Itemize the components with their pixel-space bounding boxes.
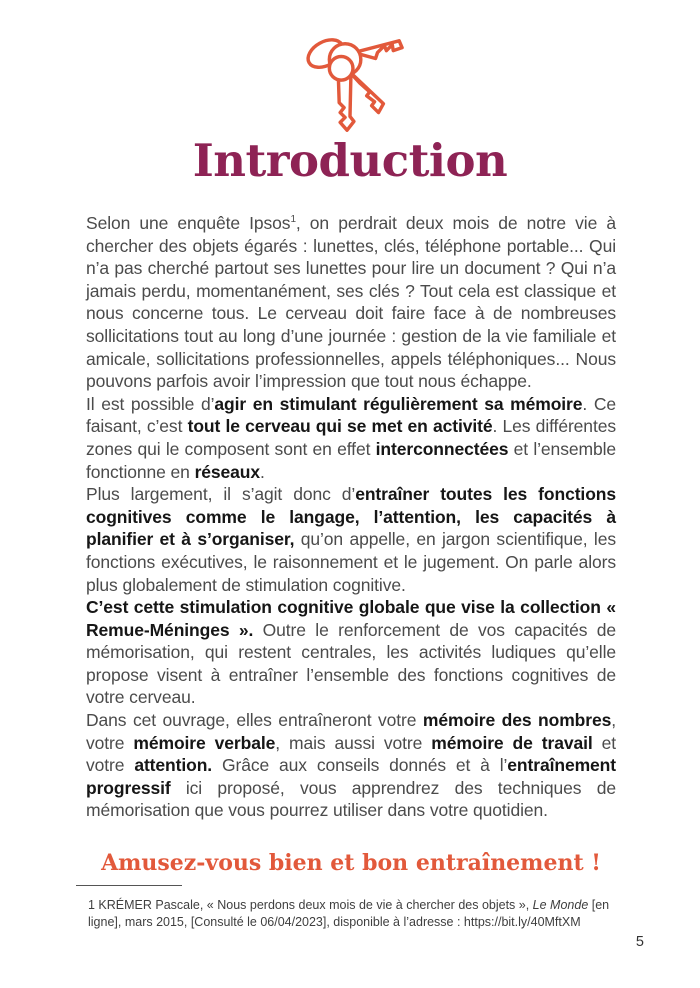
page-number: 5	[635, 934, 644, 950]
cta-text: Amusez-vous bien et bon entraînement !	[101, 850, 601, 876]
keys-icon	[289, 28, 411, 144]
paragraph: C’est cette stimulation cognitive globale que vise la collection « Remue-Méninges ». Outre le renforcement de vos capacités de mémorisation, qui restent centrales, les activités ludiques qu’elle propose visent à entraîner l’ensemble des fonctions cognitives de votre cerveau.	[86, 597, 616, 708]
footnote-text: 1 KRÉMER Pascale, « Nous perdons deux mois de vie à chercher des objets », Le Monde [en ligne], mars 2015, [Consulté le 06/04/2023], disponible à l’adresse : https://bit.ly/40MftXM	[88, 898, 610, 929]
paragraph: Il est possible d’agir en stimulant régulièrement sa mémoire. Ce faisant, c’est tout le cerveau qui se met en activité. Les différentes zones qui le composent sont en effet interconnectées et l’ensemble fonctionne en réseaux.	[86, 393, 617, 482]
paragraph: Dans cet ouvrage, elles entraîneront votre mémoire des nombres, votre mémoire verbale, mais aussi votre mémoire de travail et votre attention. Grâce aux conseils donnés et à l’entraînement progressif ici proposé, vous apprendrez des techniques de mémorisation que vous pourrez utiliser dans votre quotidien.	[86, 710, 617, 821]
body-paragraphs	[86, 212, 616, 822]
paragraph: Selon une enquête Ipsos$^1$, on perdrait deux mois de notre vie à chercher des objets égarés : lunettes, clés, téléphone portable... Qui n’a pas cherché partout ses lunettes pour lire un document ? Qui n’a jamais perdu, momentanément, ses clés ? Tout cela est classique et nous concerne tous. Le cerveau doit faire face à de nombreuses sollicitations tout au long d’une journée : gestion de la vie familiale et amicale, sollicitations professionnelles, appels téléphoniques... Nous pouvons parfois avoir l’impression que tout nous échappe.	[86, 213, 616, 392]
footnote-divider	[76, 885, 182, 886]
paragraph: Plus largement, il s’agit donc d’entraîner toutes les fonctions cognitives comme le langage, l’attention, les capacités à planifier et à s’organiser, qu’on appelle, en jargon scientifique, les fonctions exécutives, le raisonnement et le jugement. On parle alors plus globalement de stimulation cognitive.	[86, 484, 617, 595]
page-title: Introduction	[192, 134, 508, 187]
footnote	[88, 897, 616, 931]
